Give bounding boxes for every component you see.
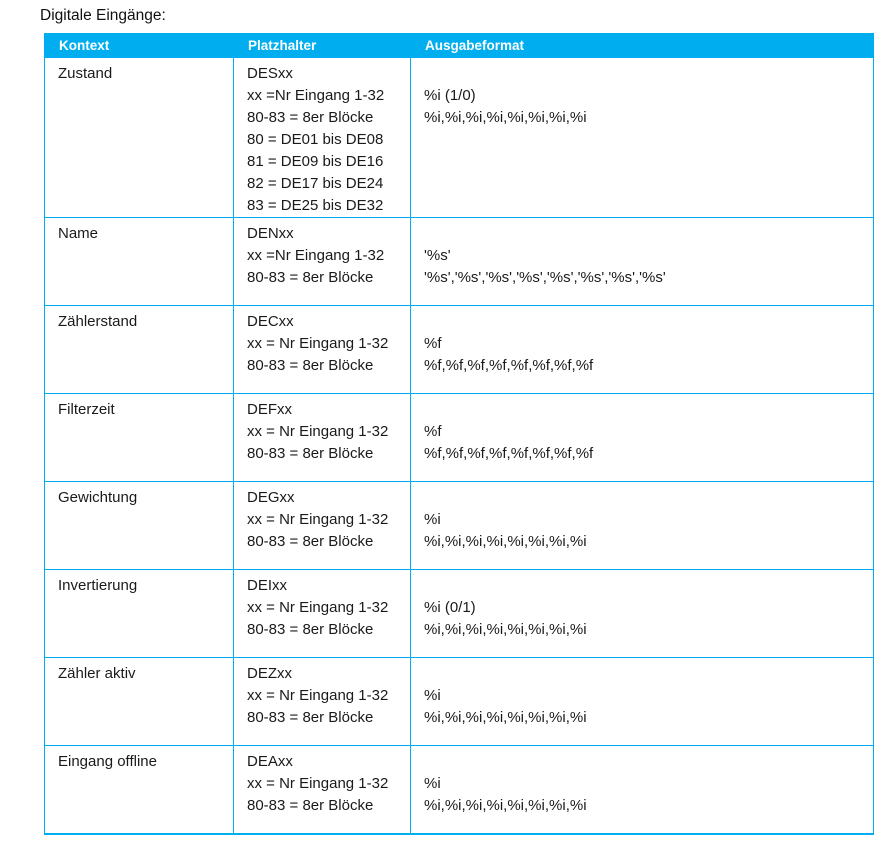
cell-kontext (45, 482, 234, 570)
ausgabeformat-line: %i,%i,%i,%i,%i,%i,%i,%i (424, 621, 587, 638)
platzhalter-line: DEIxx (247, 577, 288, 594)
kontext-label: Invertierung (58, 577, 138, 594)
platzhalter-line: xx =Nr Eingang 1-32 (247, 87, 385, 104)
cell-kontext (45, 570, 234, 658)
ausgabeformat-line (424, 63, 869, 85)
cell-ausgabeformat (411, 306, 874, 394)
platzhalter-line: xx = Nr Eingang 1-32 (247, 335, 389, 352)
ausgabeformat-line: %f,%f,%f,%f,%f,%f,%f,%f (424, 357, 594, 374)
ausgabeformat-line (424, 223, 869, 245)
kontext-label: Gewichtung (58, 489, 138, 506)
platzhalter-line: xx = Nr Eingang 1-32 (247, 423, 389, 440)
platzhalter-line: DEGxx (247, 489, 295, 506)
table-row (45, 482, 874, 570)
cell-kontext (45, 658, 234, 746)
kontext-label: Zustand (58, 65, 113, 82)
platzhalter-line: 80-83 = 8er Blöcke (247, 533, 374, 550)
ausgabeformat-line (424, 399, 869, 421)
platzhalter-line: xx = Nr Eingang 1-32 (247, 687, 389, 704)
ausgabeformat-line: %f (424, 423, 442, 440)
cell-kontext (45, 218, 234, 306)
platzhalter-line: 80-83 = 8er Blöcke (247, 621, 374, 638)
table-row (45, 306, 874, 394)
cell-platzhalter (234, 394, 411, 482)
ausgabeformat-line: %i,%i,%i,%i,%i,%i,%i,%i (424, 797, 587, 814)
platzhalter-line: 80-83 = 8er Blöcke (247, 357, 374, 374)
cell-ausgabeformat (411, 218, 874, 306)
cell-kontext (45, 306, 234, 394)
kontext-label: Name (58, 225, 99, 242)
cell-kontext (45, 746, 234, 834)
cell-platzhalter (234, 306, 411, 394)
ausgabeformat-line: %f,%f,%f,%f,%f,%f,%f,%f (424, 445, 594, 462)
cell-ausgabeformat (411, 658, 874, 746)
platzhalter-line: xx = Nr Eingang 1-32 (247, 599, 389, 616)
platzhalter-line: DEFxx (247, 401, 292, 418)
cell-ausgabeformat (411, 394, 874, 482)
platzhalter-line: 81 = DE09 bis DE16 (247, 153, 384, 170)
platzhalter-line: DEZxx (247, 665, 292, 682)
cell-kontext (45, 394, 234, 482)
ausgabeformat-line (424, 311, 869, 333)
table-row (45, 746, 874, 834)
table-row (45, 570, 874, 658)
table-row (45, 58, 874, 218)
cell-ausgabeformat (411, 746, 874, 834)
platzhalter-line: 82 = DE17 bis DE24 (247, 175, 384, 192)
platzhalter-line: 80-83 = 8er Blöcke (247, 269, 374, 286)
kontext-label: Zählerstand (58, 313, 138, 330)
cell-platzhalter (234, 482, 411, 570)
platzhalter-line: 80-83 = 8er Blöcke (247, 109, 374, 126)
cell-platzhalter (234, 570, 411, 658)
platzhalter-line: 80-83 = 8er Blöcke (247, 797, 374, 814)
kontext-label: Eingang offline (58, 753, 157, 770)
ausgabeformat-line: %i (1/0) (424, 87, 476, 104)
ausgabeformat-line: %f (424, 335, 442, 352)
ausgabeformat-line: '%s','%s','%s','%s','%s','%s','%s','%s' (424, 269, 666, 286)
cell-ausgabeformat (411, 482, 874, 570)
ausgabeformat-line (424, 575, 869, 597)
platzhalter-line: xx =Nr Eingang 1-32 (247, 247, 385, 264)
section-title: Digitale Eingänge: (40, 7, 166, 24)
ausgabeformat-line: %i,%i,%i,%i,%i,%i,%i,%i (424, 533, 587, 550)
table-row (45, 218, 874, 306)
table-row (45, 394, 874, 482)
platzhalter-line: 80-83 = 8er Blöcke (247, 709, 374, 726)
ausgabeformat-line (424, 663, 869, 685)
ausgabeformat-line (424, 487, 869, 509)
ausgabeformat-line (424, 751, 869, 773)
platzhalter-line: DECxx (247, 313, 294, 330)
column-header-ausgabeformat: Ausgabeformat (411, 34, 874, 58)
platzhalter-line: 80 = DE01 bis DE08 (247, 131, 384, 148)
ausgabeformat-line: %i,%i,%i,%i,%i,%i,%i,%i (424, 109, 587, 126)
column-header-kontext: Kontext (45, 34, 234, 58)
ausgabeformat-line: %i,%i,%i,%i,%i,%i,%i,%i (424, 709, 587, 726)
platzhalter-line: DEAxx (247, 753, 293, 770)
platzhalter-line: 80-83 = 8er Blöcke (247, 445, 374, 462)
platzhalter-line: DENxx (247, 225, 294, 242)
ausgabeformat-line: %i (424, 687, 441, 704)
digital-inputs-table (44, 33, 874, 835)
cell-kontext (45, 58, 234, 218)
table-row (45, 658, 874, 746)
cell-ausgabeformat (411, 570, 874, 658)
ausgabeformat-line: '%s' (424, 247, 451, 264)
cell-platzhalter (234, 58, 411, 218)
platzhalter-line: 83 = DE25 bis DE32 (247, 197, 384, 214)
ausgabeformat-line: %i (424, 775, 441, 792)
cell-ausgabeformat (411, 58, 874, 218)
platzhalter-line: xx = Nr Eingang 1-32 (247, 511, 389, 528)
kontext-label: Filterzeit (58, 401, 115, 418)
platzhalter-line: DESxx (247, 65, 293, 82)
cell-platzhalter (234, 218, 411, 306)
cell-platzhalter (234, 746, 411, 834)
ausgabeformat-line: %i (0/1) (424, 599, 476, 616)
ausgabeformat-line: %i (424, 511, 441, 528)
platzhalter-line: xx = Nr Eingang 1-32 (247, 775, 389, 792)
kontext-label: Zähler aktiv (58, 665, 136, 682)
table-header-row (45, 34, 874, 58)
cell-platzhalter (234, 658, 411, 746)
column-header-platzhalter: Platzhalter (234, 34, 411, 58)
